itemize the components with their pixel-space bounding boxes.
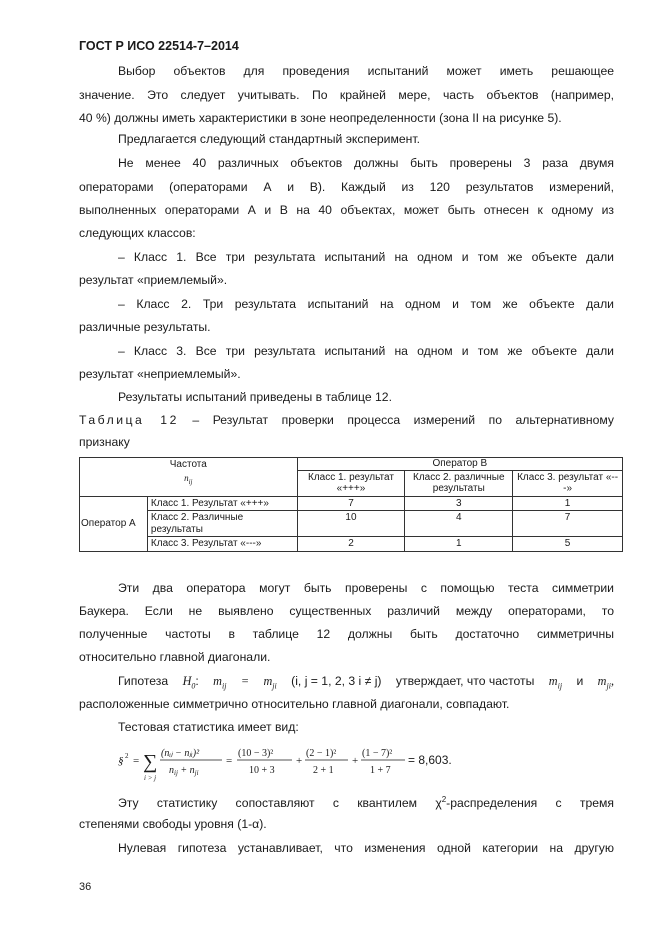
class-1-line-1: – Класс 1. Все три результата испытаний на одном и том же объекте дали — [118, 250, 614, 264]
table-cell: 2 — [297, 537, 405, 552]
table-cell: 7 — [297, 496, 405, 511]
formula-lhs: § — [118, 755, 124, 767]
table-cell: 7 — [513, 511, 623, 537]
plus-1: + — [296, 755, 303, 767]
and-word: и — [576, 674, 584, 688]
paragraph-3-line-1: Не менее 40 различных объектов должны быть проверены 3 раза двумя — [118, 156, 614, 170]
table-cell: 1 — [405, 537, 513, 552]
paragraph-7: Тестовая статистика имеет вид: — [118, 720, 299, 734]
m-ji-symbol-2: $m_{ji}$, — [597, 674, 614, 691]
h0-sub: 0 — [191, 681, 196, 691]
chi-symbol: χ — [435, 796, 442, 811]
corner-symbol-sub: ij — [188, 477, 193, 486]
class-2-line-1: – Класс 2. Три результата испытаний на одном и том же объекте дали — [118, 297, 614, 311]
col-header-class-3: Класс 3. результат «---» — [513, 470, 623, 496]
term-1-den: 10 + 3 — [249, 765, 275, 776]
col-header-class-2: Класс 2. различные результаты — [405, 470, 513, 496]
formula-eq-1: = — [133, 755, 140, 767]
class-2-line-2: различные результаты. — [79, 320, 211, 334]
table-cell: 5 — [513, 537, 623, 552]
results-table — [79, 457, 623, 552]
paragraph-9: Нулевая гипотеза устанавливает, что изменения одной категории на другую — [118, 841, 614, 855]
hypothesis-word: Гипотеза — [118, 674, 169, 688]
paragraph-3-line-3: выполненных операторами А и В на 40 объектах, может быть отнесен к одному из — [79, 203, 614, 217]
class-3-line-2: результат «неприемлемый». — [79, 367, 241, 381]
page-number: 36 — [79, 881, 92, 893]
paragraph-1-line-3: 40 %) должны иметь характеристики в зоне неопределенности (зона II на рисунке 5). — [79, 111, 562, 125]
chi-sup: 2 — [441, 795, 447, 804]
operator-b-header: Оператор В — [297, 458, 622, 471]
paragraph-5-line-3: полученные частоты в таблице 12 должны быть достаточно симметричны — [79, 627, 614, 641]
h0-symbol: H — [182, 674, 192, 688]
formula-lhs-sup: 2 — [125, 752, 129, 760]
table-cell: 10 — [297, 511, 405, 537]
class-3-line-1: – Класс 3. Все три результата испытаний на одном и том же объекте дали — [118, 344, 614, 358]
paragraph-3-line-2: операторами (операторами А и В). Каждый из 120 результатов измерений, — [79, 180, 614, 194]
corner-symbol: n — [184, 472, 189, 483]
paragraph-6-line-2: расположенные симметрично относительно главной диагонали, совпадают. — [79, 697, 510, 711]
paragraph-6-line-1 — [118, 673, 614, 694]
bowker-formula — [116, 742, 456, 786]
plus-2: + — [352, 755, 359, 767]
paragraph-5-line-1: Эти два оператора могут быть проверены с помощью теста симметрии — [118, 581, 614, 595]
fraction-general-num: (nᵢⱼ − nⱼᵢ)² — [161, 748, 200, 759]
formula-result: = 8,603. — [408, 753, 452, 767]
operator-a-header: Оператор А — [80, 496, 148, 551]
table-corner-cell — [80, 458, 298, 497]
m-ij-sub: ij — [221, 681, 227, 691]
row-label: Класс 1. Результат «+++» — [147, 496, 297, 511]
paragraph-3-line-4: следующих классов: — [79, 226, 196, 240]
table-row — [80, 537, 623, 552]
corner-title: Частота — [169, 459, 207, 470]
table-header-row-1 — [80, 458, 623, 471]
table-caption-line-2: признаку — [79, 435, 130, 449]
paragraph-8-text-b: -распределения с тремя — [446, 796, 614, 811]
equals-sign: = — [240, 674, 250, 688]
paragraph-4: Результаты испытаний приведены в таблице 12. — [118, 390, 392, 404]
m-ij-symbol: m — [213, 674, 222, 688]
index-condition: (i, j = 1, 2, 3 i ≠ j) — [291, 674, 382, 688]
table-cell: 1 — [513, 496, 623, 511]
table-caption-title: – Результат проверки процесса измерений по альтернативному — [192, 413, 615, 427]
term-3-num: (1 − 7)² — [362, 748, 393, 759]
table-row — [80, 496, 623, 511]
table-caption-line-1 — [79, 412, 614, 428]
formula-eq-2: = — [226, 755, 233, 767]
paragraph-8-line-2: степенями свободы уровня (1-α). — [79, 817, 267, 831]
sum-subscript: i > j — [144, 774, 157, 782]
hypothesis-text: утверждает, что частоты — [395, 674, 535, 688]
m-ij-symbol-2: $m_{ij}$ — [548, 674, 563, 691]
term-1-num: (10 − 3)² — [238, 748, 274, 759]
paragraph-8-text-a: Эту статистику сопоставляют с квантилем — [118, 796, 418, 811]
m-ji-symbol: m — [263, 674, 273, 688]
colon: : — [195, 674, 199, 688]
table-row — [80, 511, 623, 537]
col-header-class-1: Класс 1. результат «+++» — [297, 470, 405, 496]
paragraph-5-line-2: Баукера. Если не выявлено существенных различий между операторами, то — [79, 604, 614, 618]
formula-graphic — [116, 742, 456, 786]
row-label: Класс 2. Различные результаты — [147, 511, 297, 537]
class-1-line-2: результат «приемлемый». — [79, 273, 228, 287]
paragraph-5-line-4: относительно главной диагонали. — [79, 650, 271, 664]
document-header: ГОСТ Р ИСО 22514-7–2014 — [79, 39, 239, 53]
paragraph-2: Предлагается следующий стандартный эксперимент. — [118, 132, 420, 146]
fraction-general-den: $n_{ij} + n_{ji}$ — [169, 765, 199, 777]
m-ji-sub: ji — [272, 681, 277, 691]
paragraph-1-line-1: Выбор объектов для проведения испытаний может иметь решающее — [118, 64, 614, 78]
table-cell: 4 — [405, 511, 513, 537]
sum-sign: ∑ — [143, 751, 158, 773]
term-3-den: 1 + 7 — [370, 765, 391, 776]
table-cell: 3 — [405, 496, 513, 511]
paragraph-1-line-2: значение. Это следует учитывать. По крайней мере, часть объектов (например, — [79, 88, 614, 102]
term-2-den: 2 + 1 — [313, 765, 334, 776]
term-2-num: (2 − 1)² — [306, 748, 337, 759]
paragraph-8-line-1 — [118, 792, 614, 811]
table-caption-label: Таблица 12 — [79, 413, 179, 427]
row-label: Класс 3. Результат «---» — [147, 537, 297, 552]
